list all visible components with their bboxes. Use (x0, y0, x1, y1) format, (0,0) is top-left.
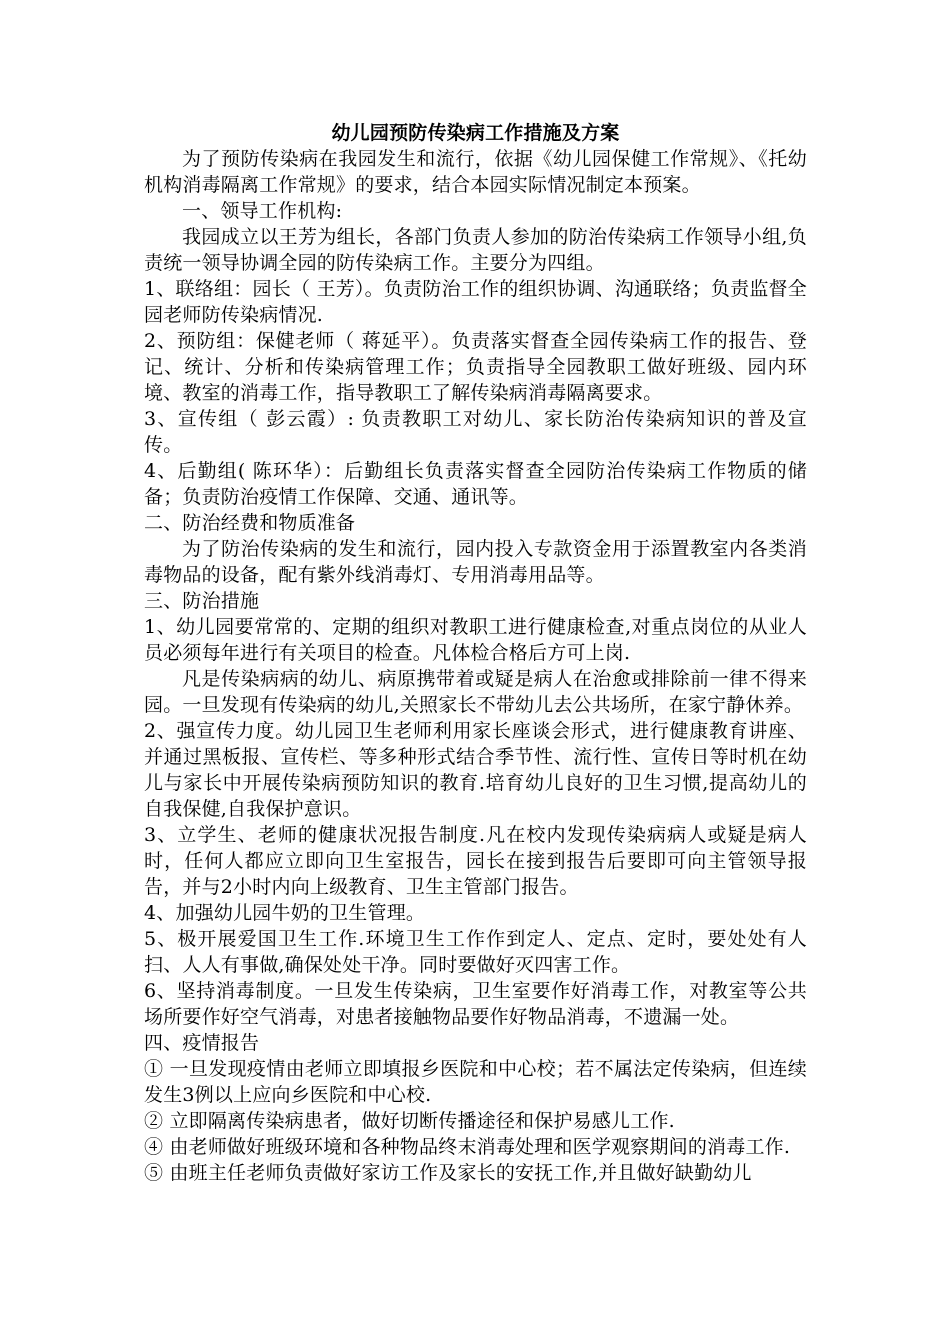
paragraph: 为了预防传染病在我园发生和流行，依据《幼儿园保健工作常规》、《托幼机构消毒隔离工作常规》的要求，结合本园实际情况制定本预案。 (144, 148, 807, 196)
paragraph: 3、立学生、老师的健康状况报告制度.凡在校内发现传染病病人或疑是病人时，任何人都应立即向卫生室报告，园长在接到报告后要即可向主管领导报告，并与2小时内向上级教育、卫生主管部门报告。 (144, 824, 807, 898)
paragraph: ④ 由老师做好班级环境和各种物品终末消毒处理和医学观察期间的消毒工作. (144, 1136, 791, 1158)
paragraph: 一、领导工作机构: (182, 200, 343, 222)
paragraph: 四、疫情报告 (144, 1032, 260, 1054)
paragraph: 4、后勤组( 陈环华）：后勤组长负责落实督查全园防治传染病工作物质的储备；负责防治疫情工作保障、交通、通讯等。 (144, 460, 807, 508)
paragraph: 为了防治传染病的发生和流行，园内投入专款资金用于添置教室内各类消毒物品的设备，配有紫外线消毒灯、专用消毒用品等。 (144, 538, 807, 586)
paragraph: ⑤ 由班主任老师负责做好家访工作及家长的安抚工作,并且做好缺勤幼儿 (144, 1162, 752, 1184)
document-body (144, 146, 807, 1186)
paragraph: 5、极开展爱国卫生工作.环境卫生工作作到定人、定点、定时，要处处有人扫、人人有事做,确保处处干净。同时要做好灭四害工作。 (144, 928, 807, 976)
paragraph: 2、强宣传力度。幼儿园卫生老师利用家长座谈会形式，进行健康教育讲座、并通过黑板报、宣传栏、等多种形式结合季节性、流行性、宣传日等时机在幼儿与家长中开展传染病预防知识的教育.培育幼儿良好的卫生习惯,提高幼儿的自我保健,自我保护意识。 (144, 720, 807, 820)
document-title: 幼儿园预防传染病工作措施及方案 (331, 122, 620, 144)
paragraph: 1、联络组：园长（ 王芳）。负责防治工作的组织协调、沟通联络；负责监督全园老师防传染病情况. (144, 278, 807, 326)
paragraph: 2、预防组：保健老师（ 蒋延平）。负责落实督查全园传染病工作的报告、登记、统计、分析和传染病管理工作；负责指导全园教职工做好班级、园内环境、教室的消毒工作，指导教职工了解传染病消毒隔离要求。 (144, 330, 807, 404)
paragraph: 凡是传染病病的幼儿、病原携带着或疑是病人在治愈或排除前一律不得来园。一旦发现有传染病的幼儿,关照家长不带幼儿去公共场所，在家宁静休养。 (144, 668, 807, 716)
paragraph: 1、幼儿园要常常的、定期的组织对教职工进行健康检查,对重点岗位的从业人员必须每年进行有关项目的检查。凡体检合格后方可上岗. (144, 616, 807, 664)
paragraph: 三、防治措施 (144, 590, 260, 612)
paragraph: ② 立即隔离传染病患者，做好切断传播途径和保护易感儿工作. (144, 1110, 675, 1132)
paragraph: 二、防治经费和物质准备 (144, 512, 356, 534)
document-page (144, 120, 807, 1186)
paragraph: 3、宣传组（ 彭云霞）: 负责教职工对幼儿、家长防治传染病知识的普及宣传。 (144, 408, 807, 456)
paragraph: 6、坚持消毒制度。一旦发生传染病，卫生室要作好消毒工作，对教室等公共场所要作好空气消毒，对患者接触物品要作好物品消毒，不遗漏一处。 (144, 980, 807, 1028)
paragraph: 4、加强幼儿园牛奶的卫生管理。 (144, 902, 426, 924)
paragraph: ① 一旦发现疫情由老师立即填报乡医院和中心校；若不属法定传染病，但连续发生3例以上应向乡医院和中心校. (144, 1058, 807, 1106)
paragraph: 我园成立以王芳为组长，各部门负责人参加的防治传染病工作领导小组,负责统一领导协调全园的防传染病工作。主要分为四组。 (144, 226, 807, 274)
